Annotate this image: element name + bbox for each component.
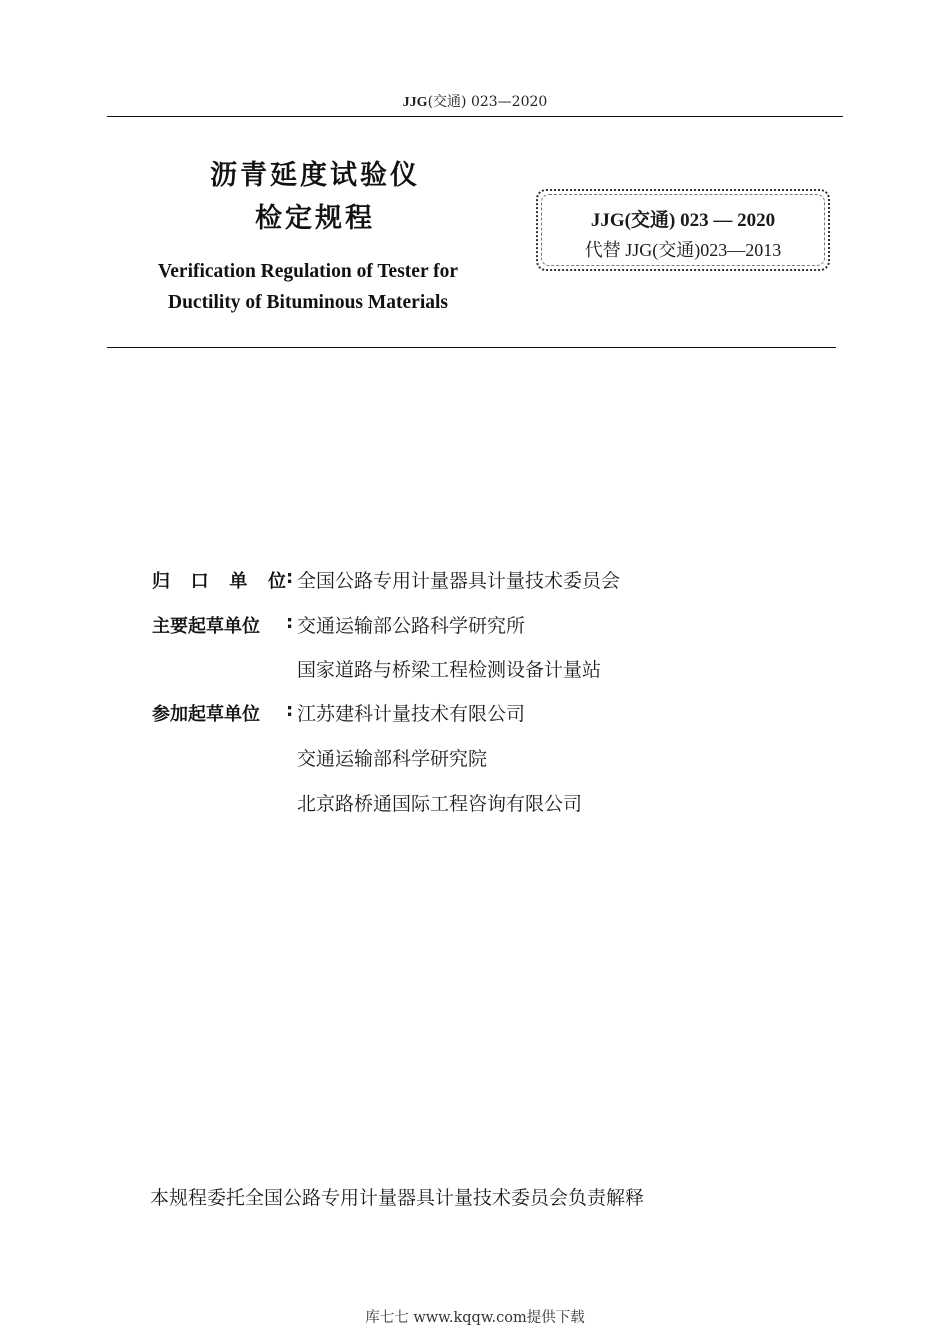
responsible-label-char: 位	[267, 571, 286, 592]
title-rule	[107, 347, 836, 348]
main-drafting-unit: 国家道路与桥梁工程检测设备计量站	[297, 659, 602, 681]
responsible-label-char: 归	[152, 571, 170, 592]
standard-code: JJG(交通) 023 — 2020	[590, 210, 776, 231]
footer-download-note: 库七七 www.kqqw.com提供下载	[365, 1310, 585, 1326]
running-header	[0, 91, 950, 111]
participating-drafting-unit: 江苏建科计量技术有限公司	[297, 703, 526, 725]
responsible-unit: 全国公路专用计量器具计量技术委员会	[297, 570, 621, 592]
title-zh-line2: 检定规程	[255, 203, 375, 234]
main-drafting-unit: 交通运输部公路科学研究所	[297, 615, 526, 637]
standard-replaces: 代替 JJG(交通)023—2013	[584, 240, 782, 260]
participating-drafting-label: 参加起草单位	[152, 704, 260, 725]
running-header-category: (交通)	[427, 94, 467, 110]
main-drafting-label: 主要起草单位	[152, 616, 260, 637]
running-header-code: JJG	[402, 95, 428, 110]
title-en-line1: Verification Regulation of Tester for	[157, 261, 459, 282]
interpretation-note: 本规程委托全国公路专用计量器具计量技术委员会负责解释	[150, 1187, 645, 1209]
main-drafting-colon: :	[286, 612, 294, 633]
responsible-label-char: 口	[190, 571, 209, 592]
participating-drafting-unit: 北京路桥通国际工程咨询有限公司	[297, 793, 583, 815]
title-en-line2: Ductility of Bituminous Materials	[167, 292, 449, 313]
responsible-unit-label	[152, 567, 286, 593]
header-rule	[107, 116, 843, 117]
running-header-number: 023—2020	[470, 94, 548, 110]
responsible-colon: :	[286, 567, 294, 588]
title-zh-line1: 沥青延度试验仪	[210, 160, 420, 191]
participating-drafting-colon: :	[286, 700, 294, 721]
responsible-label-char: 单	[229, 571, 248, 592]
participating-drafting-unit: 交通运输部科学研究院	[297, 748, 488, 770]
